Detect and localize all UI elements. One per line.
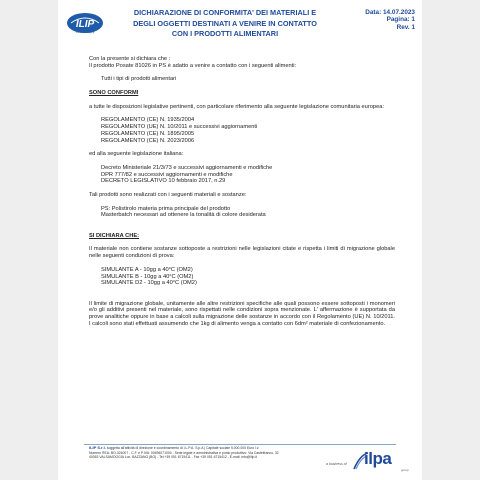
logo-tagline: Fresh packaging bbox=[75, 31, 95, 34]
conformi-heading: SONO CONFORMI bbox=[89, 89, 139, 96]
page-number: Pagina: 1 bbox=[386, 16, 415, 24]
title-line: DEGLI OGGETTI DESTINATI A VENIRE IN CONTATTO bbox=[133, 18, 317, 28]
migration-paragraph: Il materiale non contiene sostanze sottoposte a restrizioni nelle legislazioni citate e rispetta i limiti di migrazione globale nelle seguenti condizioni di prova: bbox=[89, 246, 395, 260]
eu-regulation: REGOLAMENTO (CE) N. 1895/2005 bbox=[101, 130, 195, 137]
logo-text: ILIP bbox=[75, 19, 95, 30]
intro-line: Il prodotto Posate 81026 in PS è adatto a venire a contatto con i seguenti alimenti: bbox=[89, 62, 297, 69]
ilpa-brand-text: ilpa bbox=[364, 449, 392, 468]
document-title bbox=[114, 8, 336, 40]
revision: Rev. 1 bbox=[396, 23, 415, 31]
it-regulation: Decreto Ministeriale 21/3/73 e successivi aggiornamenti e modifiche bbox=[101, 164, 273, 171]
foods-line: Tutti i tipi di prodotti alimentari bbox=[101, 76, 177, 83]
it-regulation: DECRETO LEGISLATIVO 10 febbraio 2017, n.29 bbox=[101, 178, 226, 185]
material-item: Masterbatch necessari ad ottenere la tonalità di colore desiderata bbox=[101, 212, 266, 219]
intro-line: Con la presente si dichiara che : bbox=[89, 56, 171, 62]
final-paragraph: Il limite di migrazione globale, unitamente alle altre restrizioni specifiche alle quali possono essere sottoposti i monomeri e/o gli additivi presenti nel materiale, sono rispettati nelle condizioni sopra menzionate. L' affermazione è supportata da prove analitiche oppure in base a calcoli sulla migrazione delle sostanze in accordo con il Regolamento (UE) N. 10/2011. I calcoli sono stati effettuati assumendo che 1kg di alimento venga a contatto con 6dm² materiale di confezionamento. bbox=[89, 300, 395, 328]
eu-intro: a tutte le disposizioni legislative pertinenti, con particolare riferimento alla seguente legislazione comunitaria europea: bbox=[89, 103, 384, 110]
ilpa-group-label: group bbox=[401, 468, 409, 472]
footer-divider bbox=[84, 444, 396, 445]
dichiara-heading: SI DICHIARA CHE: bbox=[89, 232, 140, 239]
footer-line: Numero REA: BO-324007 - C.F. e P.IVA: 00496071000 - Sede legale e amministrativa e punto produttivo: Via Castelfranco, 32 bbox=[89, 450, 279, 455]
document-body bbox=[89, 56, 395, 328]
materials-intro: Tali prodotti sono realizzati con i seguenti materiali e sostanze: bbox=[89, 191, 247, 198]
document-meta bbox=[365, 9, 415, 31]
title-line: CON I PRODOTTI ALIMENTARI bbox=[171, 29, 279, 38]
simulant-item: SIMULANTE B - 10gg a 40°C (OM2) bbox=[101, 273, 194, 280]
it-intro: ed alla seguente legislazione italiana: bbox=[89, 151, 184, 158]
footer-line: soggetta all'attività di direzione e coordinamento di I.L.P.A. S.p.A | Capitale sociale 5.000.000 Euro i.v. bbox=[106, 446, 260, 450]
eu-regulation: REGOLAMENTO (UE) N. 10/2011 e successivi aggiornamenti bbox=[101, 123, 258, 130]
material-item: PS: Polistirolo materia prima principale del prodotto bbox=[101, 205, 231, 212]
footer-company: ILIP S.r.l. bbox=[89, 445, 106, 450]
footer bbox=[89, 446, 311, 460]
document-page bbox=[58, 0, 422, 480]
document-date: Data: 14.07.2023 bbox=[365, 9, 415, 16]
title-line: DICHIARAZIONE DI CONFORMITA' DEI MATERIALI E bbox=[133, 8, 317, 17]
eu-regulation: REGOLAMENTO (CE) N. 2023/2006 bbox=[101, 137, 195, 144]
simulant-item: SIMULANTE D2 - 10gg a 40°C (OM2) bbox=[101, 280, 197, 287]
business-of-label: a business of bbox=[326, 462, 347, 466]
it-regulation: DPR 777/82 e successivi aggiornamenti e modifiche bbox=[101, 171, 233, 178]
simulant-item: SIMULANTE A - 10gg a 40°C (OM2) bbox=[101, 266, 193, 273]
eu-regulation: REGOLAMENTO (CE) N. 1935/2004 bbox=[101, 117, 195, 124]
footer-line: 40053 VALSAMOGGIA Loc. BAZZANO (BO) - Tel.+39 051 6715411 - Fax +39 051 6715412 - E-mail: info@ilip.it bbox=[89, 455, 257, 460]
